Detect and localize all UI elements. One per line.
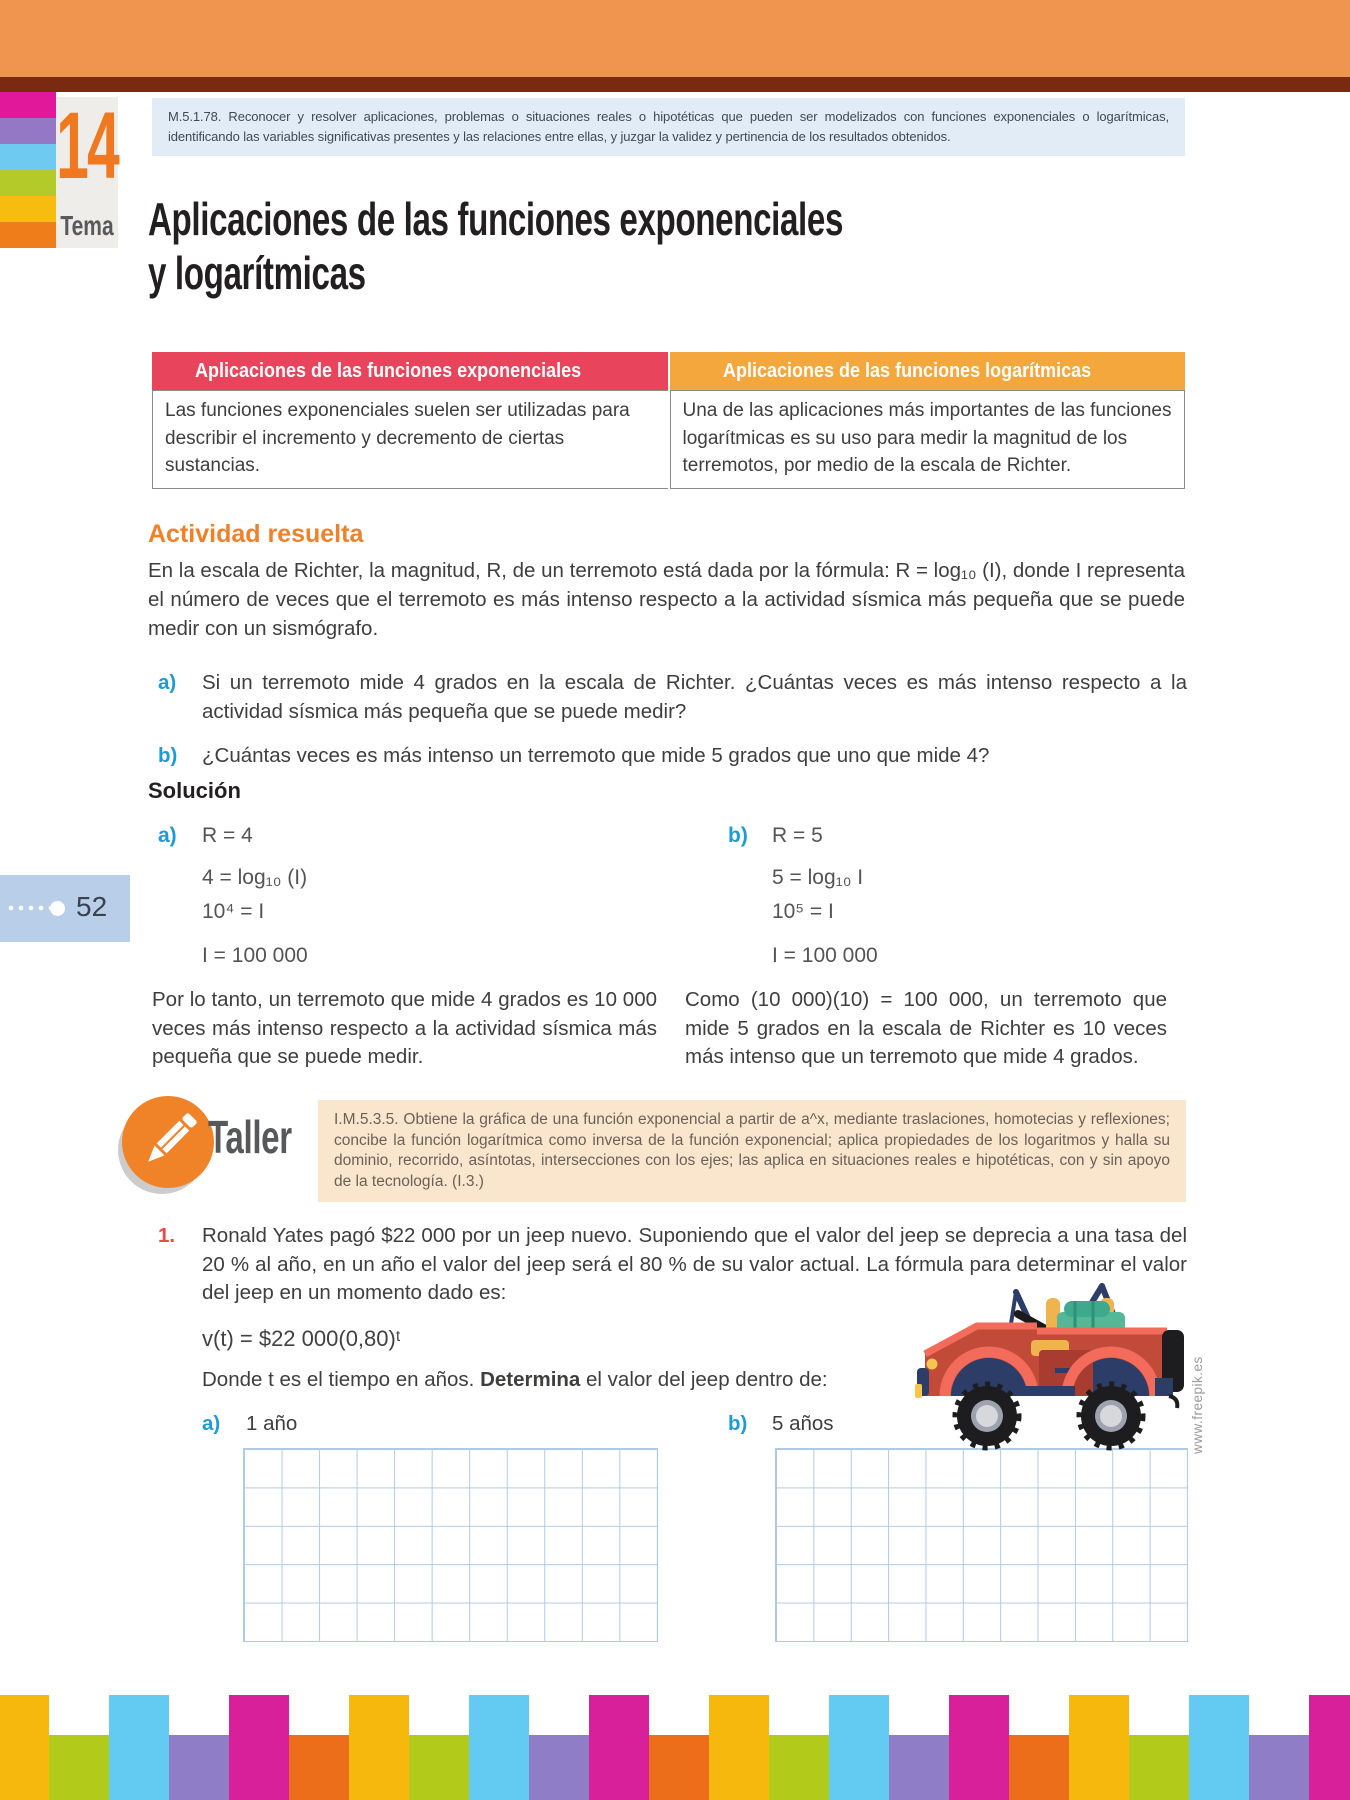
conclusion-b: Como (10 000)(10) = 100 000, un terremoto que mide 5 grados en la escala de Richter es 10 veces más intenso que un terremoto que mide 4 grados. (685, 988, 1167, 1068)
exercise-item-b-text: 5 años (772, 1412, 834, 1435)
stripe-blue (0, 144, 56, 170)
standards-box: M.5.1.78. Reconocer y resolver aplicaciones, problemas o situaciones reales o hipotéticas que pueden ser modelizados con funciones exponenciales o logarítmicas, identificando las variables significativas presentes y las relaciones entre ellas, y juzgar la validez y pertinencia de los resultados obtenidos. (152, 98, 1185, 156)
tema-label: Tema (60, 210, 114, 241)
solution-a-line1: R = 4 (202, 824, 253, 847)
page-title-line2: y logarítmicas (148, 247, 366, 299)
solution-a-line3: 10⁴ = I (202, 900, 265, 923)
leader-dot (50, 901, 65, 916)
footer-color-bars-short (0, 1735, 1350, 1800)
question-item-a (158, 668, 1187, 726)
page-number-tab (0, 875, 130, 942)
header-accent-stripe (0, 77, 1350, 92)
stripe-magenta (0, 92, 56, 118)
solution-b-line2: 5 = log₁₀ I (772, 866, 864, 889)
tema-tab (56, 93, 118, 248)
item-b-text: ¿Cuántas veces es más intenso un terremoto que mide 5 grados que uno que mide 4? (202, 744, 990, 767)
comparison-table (152, 352, 1185, 489)
rear-wheel (1080, 1385, 1142, 1447)
front-wheel (956, 1385, 1018, 1447)
page-title-line1: Aplicaciones de las funciones exponenciales (148, 193, 844, 245)
solution-a-line4: I = 100 000 (202, 944, 308, 967)
table-header-exponential: Aplicaciones de las funciones exponenciales (152, 352, 668, 390)
exercise-item-a-label: a) (202, 1412, 221, 1435)
page-title (148, 192, 1113, 300)
solution-b-line3: 10⁵ = I (772, 900, 834, 923)
jeep-illustration (915, 1280, 1192, 1452)
question-item-b (158, 741, 1187, 770)
exercise-1-number: 1. (158, 1224, 176, 1247)
page-number: 52 (76, 891, 108, 922)
exercise-1-statement: Ronald Yates pagó $22 000 por un jeep nuevo. Suponiendo que el valor del jeep se deprecia a una tasa del 20 % al año, en un año el valor del jeep será el 80 % de su valor actual. La fórmula para determinar el valor del jeep en un momento dado es: (202, 1224, 1187, 1304)
header-band (0, 0, 1350, 77)
pencil-icon (116, 1094, 216, 1196)
exercise-note: Donde t es el tiempo en años. Determina el valor del jeep dentro de: (202, 1368, 828, 1391)
solution-b-label: b) (728, 824, 748, 847)
dotted-leader (6, 904, 50, 912)
exercise-item-b-label: b) (728, 1412, 748, 1435)
answer-grid-b (775, 1448, 1188, 1642)
determina-bold: Determina (480, 1368, 581, 1391)
solution-heading: Solución (148, 778, 241, 803)
item-a-text: Si un terremoto mide 4 grados en la escala de Richter. ¿Cuántas veces es más intenso respecto a la actividad sísmica más pequeña que se puede medir? (202, 671, 1187, 723)
answer-grid-a (243, 1448, 658, 1642)
activity-heading: Actividad resuelta (148, 520, 364, 548)
taller-indicator-box: I.M.5.3.5. Obtiene la gráfica de una función exponencial a partir de a^x, mediante traslaciones, homotecias y reflexiones; concibe la función logarítmica como inversa de la función exponencial; aplica propiedades de los logaritmos y halla su dominio, recorrido, asíntotas, intersecciones con los ejes; las aplica en situaciones reales e hipotéticas, con y sin apoyo de la tecnología. (I.3.) (318, 1100, 1186, 1202)
stripe-yellow (0, 196, 56, 222)
exercise-formula: v(t) = $22 000(0,80)ᵗ (202, 1326, 401, 1351)
stripe-green (0, 170, 56, 196)
taller-label: Taller (208, 1111, 292, 1163)
image-credit: www.freepik.es (1190, 1356, 1205, 1454)
table-cell-logarithmic: Una de las aplicaciones más importantes de las funciones logarítmicas es su uso para medir la magnitud de los terremotos, por medio de la escala de Richter. (670, 390, 1186, 489)
solution-b-line1: R = 5 (772, 824, 823, 847)
solution-a-line2: 4 = log₁₀ (I) (202, 866, 308, 889)
item-a-label: a) (158, 671, 177, 694)
tema-number: 14 (56, 93, 118, 199)
item-b-label: b) (158, 744, 178, 767)
table-header-logarithmic: Aplicaciones de las funciones logarítmicas (670, 352, 1186, 390)
table-cell-exponential: Las funciones exponenciales suelen ser utilizadas para describir el incremento y decremento de ciertas sustancias. (152, 390, 668, 489)
conclusion-a: Por lo tanto, un terremoto que mide 4 grados es 10 000 veces más intenso respecto a la actividad sísmica más pequeña que se puede medir. (152, 988, 657, 1068)
solution-a-label: a) (158, 824, 177, 847)
stripe-orange (0, 222, 56, 248)
stripe-purple (0, 118, 56, 144)
exercise-item-a-text: 1 año (246, 1412, 298, 1435)
tema-color-stripes (0, 92, 56, 248)
solution-b-line4: I = 100 000 (772, 944, 878, 967)
activity-intro: En la escala de Richter, la magnitud, R, de un terremoto está dada por la fórmula: R = log₁₀ (I), donde I representa el número de veces que el terremoto es más intenso respecto a la actividad sísmica más pequeña que se puede medir con un sismógrafo. (148, 559, 1186, 640)
